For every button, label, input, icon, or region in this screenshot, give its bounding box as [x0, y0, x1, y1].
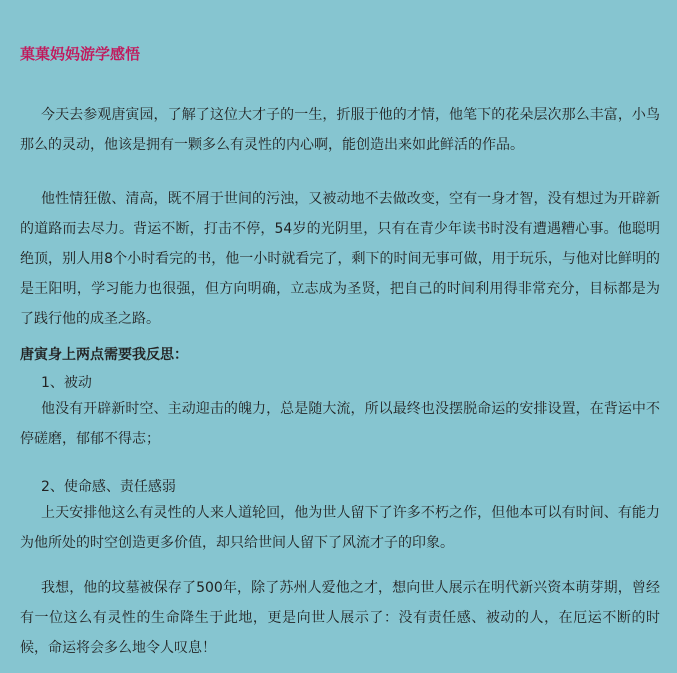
point-2-text: 上天安排他这么有灵性的人来人道轮回，他为世人留下了许多不朽之作，但他本可以有时间、有能力为他所处的时空创造更多价值，却只给世间人留下了风流才子的印象。 — [20, 505, 660, 551]
character-paragraph: 他性情狂傲、清高，既不屑于世间的污浊，又被动地不去做改变，空有一身才智，没有想过为开辟新的道路而去尽力。背运不断，打击不停，54岁的光阴里，只有在青少年读书时没有遭遇糟心事。他聪明绝顶，别人用8个小时看完的书，他一小时就看完了，剩下的时间无事可做，用于玩乐，与他对比鲜明的是王阳明，学习能力也很强，但方向明确，立志成为圣贤，把自己的时间利用得非常充分，目标都是为了践行他的成圣之路。 — [20, 191, 660, 327]
point-1-title: 1、被动 — [41, 375, 92, 391]
intro-paragraph: 今天去参观唐寅园，了解了这位大才子的一生，折服于他的才情，他笔下的花朵层次那么丰富，小鸟那么的灵动，他该是拥有一颗多么有灵性的内心啊，能创造出来如此鲜活的作品。 — [20, 107, 660, 153]
reflection-heading: 唐寅身上两点需要我反思： — [20, 347, 188, 363]
point-2-title: 2、使命感、责任感弱 — [41, 479, 176, 495]
article-title: 菓菓妈妈游学感悟 — [20, 45, 141, 63]
point-1-text: 他没有开辟新时空、主动迎击的魄力，总是随大流，所以最终也没摆脱命运的安排设置，在背运中不停磋磨，郁郁不得志； — [20, 401, 660, 447]
conclusion-paragraph: 我想，他的坟墓被保存了500年，除了苏州人爱他之才，想向世人展示在明代新兴资本萌芽期，曾经有一位这么有灵性的生命降生于此地，更是向世人展示了：没有责任感、被动的人，在厄运不断的时候，命运将会多么地令人叹息！ — [20, 580, 660, 656]
